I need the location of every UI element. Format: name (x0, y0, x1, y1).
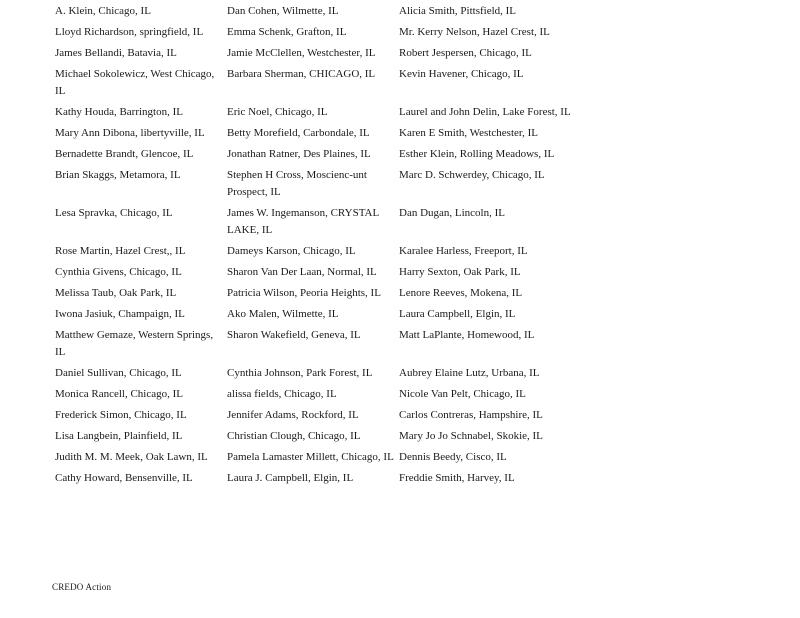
signer-row (55, 24, 575, 45)
signer-row (55, 0, 575, 24)
signer-entry: Marc D. Schwerdey, Chicago, IL (399, 169, 545, 181)
signer-row (55, 327, 575, 365)
signer-entry: James W. Ingemanson, CRYSTAL LAKE, IL (227, 207, 379, 236)
signer-entry: Carlos Contreras, Hampshire, IL (399, 409, 543, 421)
signer-table-body (55, 0, 575, 491)
signer-row (55, 167, 575, 205)
signer-entry: Barbara Sherman, CHICAGO, IL (227, 68, 376, 80)
signer-entry: Laurel and John Delin, Lake Forest, IL (399, 106, 571, 118)
signer-row (55, 45, 575, 66)
signer-entry: Cynthia Givens, Chicago, IL (55, 266, 182, 278)
signer-row (55, 264, 575, 285)
signer-row (55, 146, 575, 167)
signer-entry: Matthew Gemaze, Western Springs, IL (55, 329, 214, 358)
signer-entry: Betty Morefield, Carbondale, IL (227, 127, 370, 139)
signer-row (55, 470, 575, 491)
signer-row (55, 306, 575, 327)
signer-entry: Emma Schenk, Grafton, IL (227, 26, 347, 38)
signer-entry: Daniel Sullivan, Chicago, IL (55, 367, 182, 379)
signer-entry: Monica Rancell, Chicago, IL (55, 388, 183, 400)
signer-entry: Eric Noel, Chicago, IL (227, 106, 328, 118)
signer-row (55, 428, 575, 449)
signer-entry: Alicia Smith, Pittsfield, IL (399, 5, 517, 17)
signer-entry: Michael Sokolewicz, West Chicago, IL (55, 68, 215, 97)
signer-entry: Brian Skaggs, Metamora, IL (55, 169, 181, 181)
signer-entry: Jamie McClellen, Westchester, IL (227, 47, 376, 59)
signer-entry: alissa fields, Chicago, IL (227, 388, 337, 400)
signer-entry: Melissa Taub, Oak Park, IL (55, 287, 177, 299)
signer-entry: Matt LaPlante, Homewood, IL (399, 329, 535, 341)
signer-entry: Laura J. Campbell, Elgin, IL (227, 472, 354, 484)
signer-entry: Dan Dugan, Lincoln, IL (399, 207, 505, 219)
signer-entry: Freddie Smith, Harvey, IL (399, 472, 515, 484)
signer-entry: Aubrey Elaine Lutz, Urbana, IL (399, 367, 540, 379)
signer-entry: Stephen H Cross, Moscienc-unt Prospect, IL (227, 169, 367, 198)
signer-entry: Esther Klein, Rolling Meadows, IL (399, 148, 555, 160)
signer-entry: Mary Ann Dibona, libertyville, IL (55, 127, 205, 139)
signer-entry: Nicole Van Pelt, Chicago, IL (399, 388, 526, 400)
signer-entry: Jonathan Ratner, Des Plaines, IL (227, 148, 371, 160)
signer-entry: Lenore Reeves, Mokena, IL (399, 287, 523, 299)
signer-entry: Mr. Kerry Nelson, Hazel Crest, IL (399, 26, 550, 38)
signer-row (55, 125, 575, 146)
signer-entry: Sharon Van Der Laan, Normal, IL (227, 266, 377, 278)
signer-entry: James Bellandi, Batavia, IL (55, 47, 177, 59)
signer-entry: Jennifer Adams, Rockford, IL (227, 409, 359, 421)
signer-entry: Judith M. M. Meek, Oak Lawn, IL (55, 451, 208, 463)
signer-entry: A. Klein, Chicago, IL (55, 5, 151, 17)
signer-row (55, 104, 575, 125)
signer-entry: Kevin Havener, Chicago, IL (399, 68, 524, 80)
footer-credit: CREDO Action (52, 582, 112, 592)
signer-entry: Lloyd Richardson, springfield, IL (55, 26, 204, 38)
signer-entry: Kathy Houda, Barrington, IL (55, 106, 183, 118)
signer-entry: Iwona Jasiuk, Champaign, IL (55, 308, 185, 320)
signer-table (55, 0, 575, 491)
signer-entry: Bernadette Brandt, Glencoe, IL (55, 148, 194, 160)
signer-entry: Patricia Wilson, Peoria Heights, IL (227, 287, 381, 299)
signer-row (55, 205, 575, 243)
signer-entry: Dan Cohen, Wilmette, IL (227, 5, 339, 17)
signer-entry: Laura Campbell, Elgin, IL (399, 308, 516, 320)
signer-entry: Karen E Smith, Westchester, IL (399, 127, 538, 139)
signer-entry: Ako Malen, Wilmette, IL (227, 308, 339, 320)
signer-entry: Harry Sexton, Oak Park, IL (399, 266, 521, 278)
signer-entry: Christian Clough, Chicago, IL (227, 430, 361, 442)
signer-entry: Rose Martin, Hazel Crest,, IL (55, 245, 186, 257)
signer-entry: Dameys Karson, Chicago, IL (227, 245, 356, 257)
signer-row (55, 66, 575, 104)
signer-row (55, 407, 575, 428)
signer-entry: Sharon Wakefield, Geneva, IL (227, 329, 361, 341)
signer-row (55, 365, 575, 386)
signer-row (55, 243, 575, 264)
signer-entry: Cathy Howard, Bensenville, IL (55, 472, 193, 484)
signer-entry: Karalee Harless, Freeport, IL (399, 245, 528, 257)
signer-entry: Dennis Beedy, Cisco, IL (399, 451, 507, 463)
signer-entry: Mary Jo Jo Schnabel, Skokie, IL (399, 430, 543, 442)
signer-entry: Cynthia Johnson, Park Forest, IL (227, 367, 373, 379)
signer-row (55, 285, 575, 306)
signer-entry: Lesa Spravka, Chicago, IL (55, 207, 173, 219)
signer-entry: Lisa Langbein, Plainfield, IL (55, 430, 183, 442)
signer-entry: Pamela Lamaster Millett, Chicago, IL (227, 451, 394, 463)
signer-entry: Robert Jespersen, Chicago, IL (399, 47, 532, 59)
signer-entry: Frederick Simon, Chicago, IL (55, 409, 187, 421)
signer-row (55, 386, 575, 407)
signer-row (55, 449, 575, 470)
